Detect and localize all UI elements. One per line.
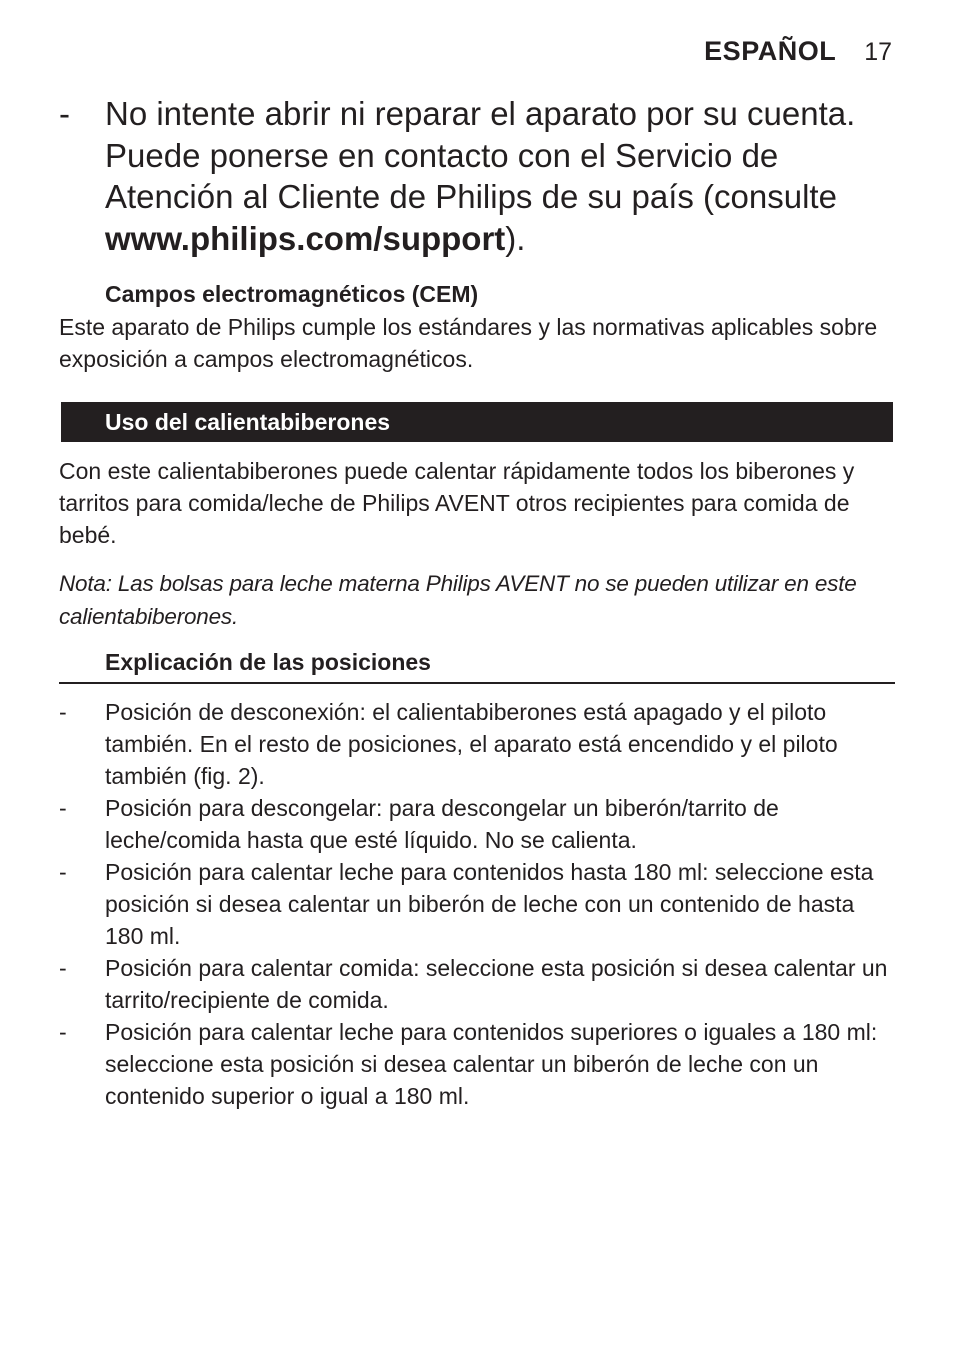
page-number: 17 [864,38,892,66]
position-item [59,792,899,856]
position-text: Posición de desconexión: el calientabiberones está apagado y el piloto también. En el resto de posiciones, el aparato está encendido y el piloto también (fig. 2). [105,699,838,789]
emf-heading: Campos electromagnéticos (CEM) [105,281,479,307]
bullet-dash: - [59,1019,67,1045]
position-item [59,1016,899,1112]
emf-body: Este aparato de Philips cumple los estándares y las normativas aplicables sobre exposición a campos electromagnéticos. [59,314,878,372]
warning-list [59,93,909,259]
warning-text-end: ). [505,219,526,257]
position-item [59,696,899,792]
position-text: Posición para calentar leche para contenidos superiores o iguales a 180 ml: seleccione esta posición si desea calentar un biberón de leche con un contenido superior o igual a 180 ml. [105,1019,878,1109]
positions-heading: Explicación de las posiciones [105,649,431,675]
position-item [59,856,899,952]
usage-note: Nota: Las bolsas para leche materna Philips AVENT no se pueden utilizar en este calientabiberones. [59,571,857,629]
language-label: ESPAÑOL [704,36,837,66]
warning-text: No intente abrir ni reparar el aparato por su cuenta. Puede ponerse en contacto con el Servicio de Atención al Cliente de Philips de su país (consulte [105,95,856,215]
position-text: Posición para calentar comida: seleccione esta posición si desea calentar un tarrito/recipiente de comida. [105,955,888,1013]
positions-list [59,696,899,1112]
bullet-dash: - [59,955,67,981]
heading-divider [59,682,895,684]
position-text: Posición para descongelar: para descongelar un biberón/tarrito de leche/comida hasta que esté líquido. No se calienta. [105,795,779,853]
bullet-dash: - [59,859,67,885]
position-text: Posición para calentar leche para contenidos hasta 180 ml: seleccione esta posición si desea calentar un biberón de leche con un contenido de hasta 180 ml. [105,859,874,949]
page-header [704,36,892,67]
usage-intro: Con este calientabiberones puede calentar rápidamente todos los biberones y tarritos para comida/leche de Philips AVENT otros recipientes para comida de bebé. [59,458,855,548]
section-title-usage: Uso del calientabiberones [61,402,893,442]
position-item [59,952,899,1016]
bullet-dash: - [59,699,67,725]
warning-item [59,93,909,259]
bullet-dash: - [59,95,70,132]
support-link[interactable]: www.philips.com/support [105,219,506,257]
bullet-dash: - [59,795,67,821]
